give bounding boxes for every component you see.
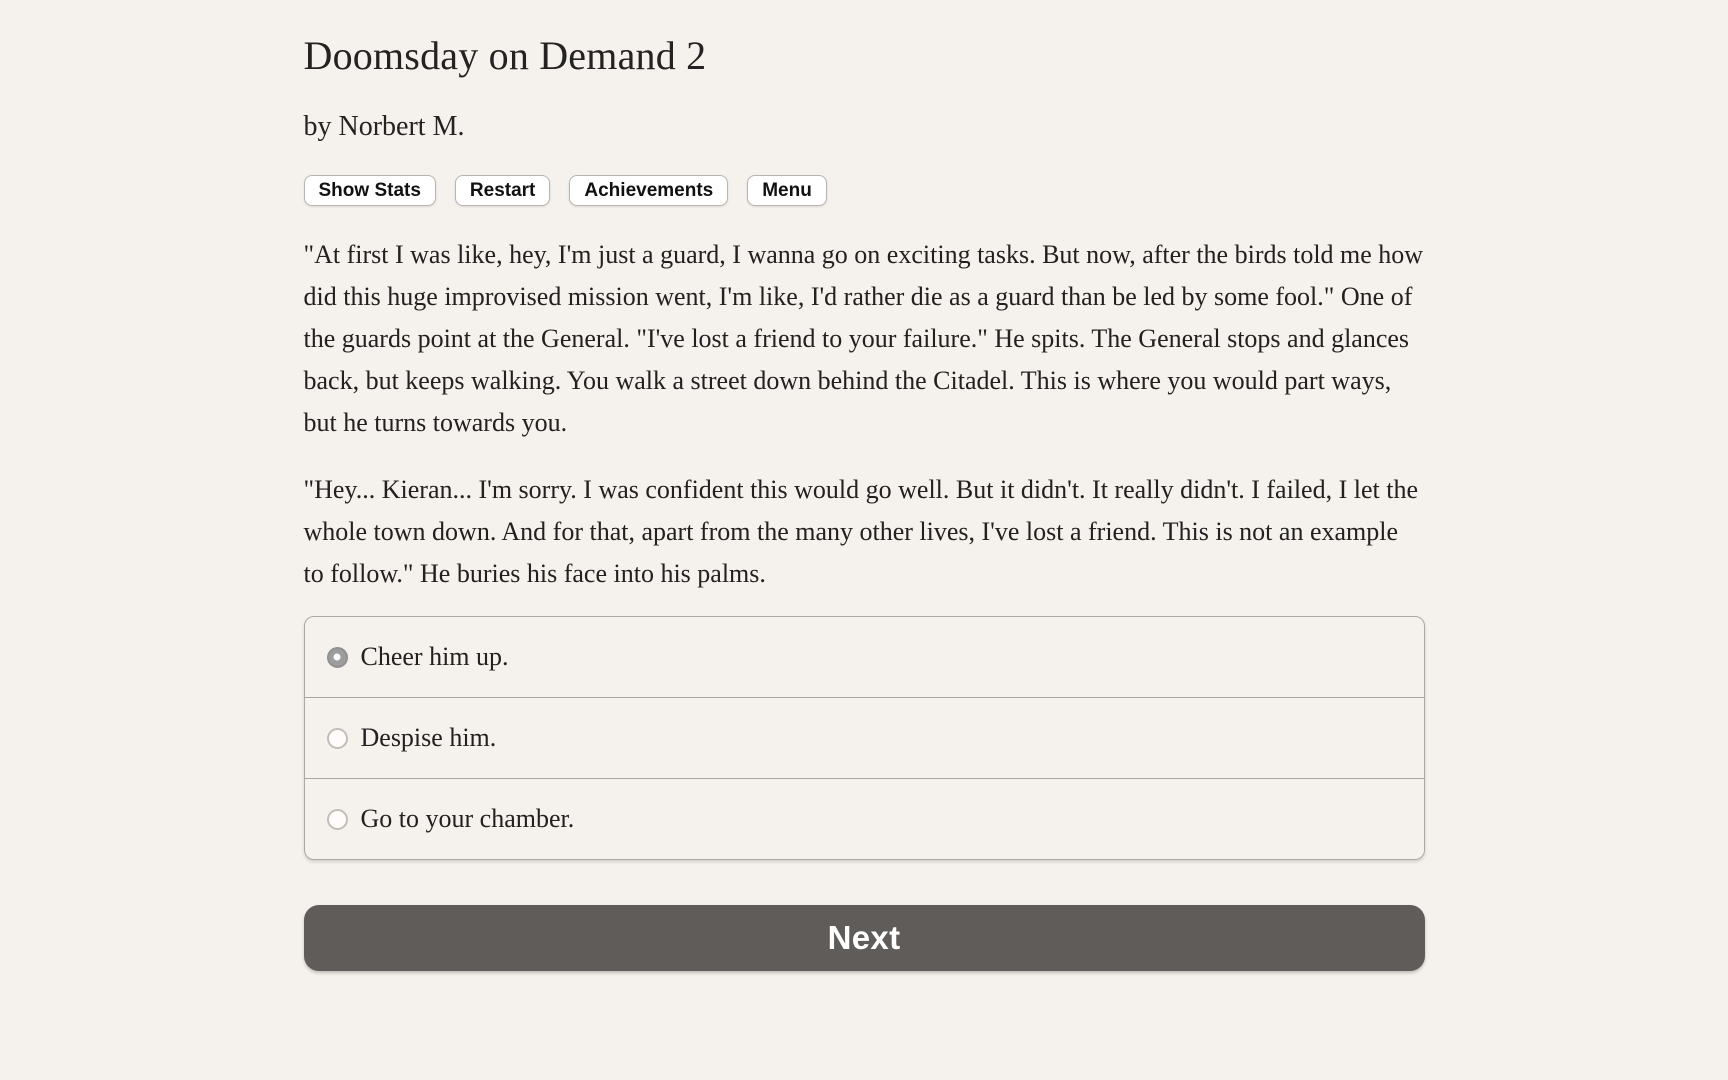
show-stats-button[interactable]: Show Stats: [304, 175, 436, 206]
story-page: [304, 0, 1425, 971]
author-byline: by Norbert M.: [303, 111, 465, 142]
achievements-button[interactable]: Achievements: [569, 175, 728, 206]
choice-option-label: Despise him.: [360, 723, 497, 752]
next-button[interactable]: Next: [304, 905, 1425, 971]
choice-option-label: Go to your chamber.: [360, 804, 575, 833]
story-paragraph: "Hey... Kieran... I'm sorry. I was confident this would go well. But it didn't. It really didn't. I failed, I let the whole town down. And for that, apart from the many other lives, I've lost a friend. This is not an example to follow." He buries his face into his palms.: [303, 475, 1418, 588]
radio-icon[interactable]: [327, 728, 348, 749]
choice-option-cheer-him-up[interactable]: [305, 617, 1424, 697]
radio-selected-icon[interactable]: [327, 647, 348, 668]
choice-option-despise-him[interactable]: [305, 697, 1424, 778]
choice-option-label: Cheer him up.: [360, 642, 509, 671]
radio-icon[interactable]: [327, 809, 348, 830]
story-paragraph: "At first I was like, hey, I'm just a guard, I wanna go on exciting tasks. But now, after the birds told me how did this huge improvised mission went, I'm like, I'd rather die as a guard than be led by some fool." One of the guards point at the General. "I've lost a friend to your failure." He spits. The General stops and glances back, but keeps walking. You walk a street down behind the Citadel. This is where you would part ways, but he turns towards you.: [303, 240, 1424, 437]
choice-list: [304, 616, 1425, 860]
menu-button[interactable]: Menu: [747, 175, 827, 206]
restart-button[interactable]: Restart: [455, 175, 550, 206]
choice-option-go-to-your-chamber[interactable]: [305, 778, 1424, 859]
toolbar: [304, 175, 1425, 206]
game-title: Doomsday on Demand 2: [303, 33, 707, 78]
